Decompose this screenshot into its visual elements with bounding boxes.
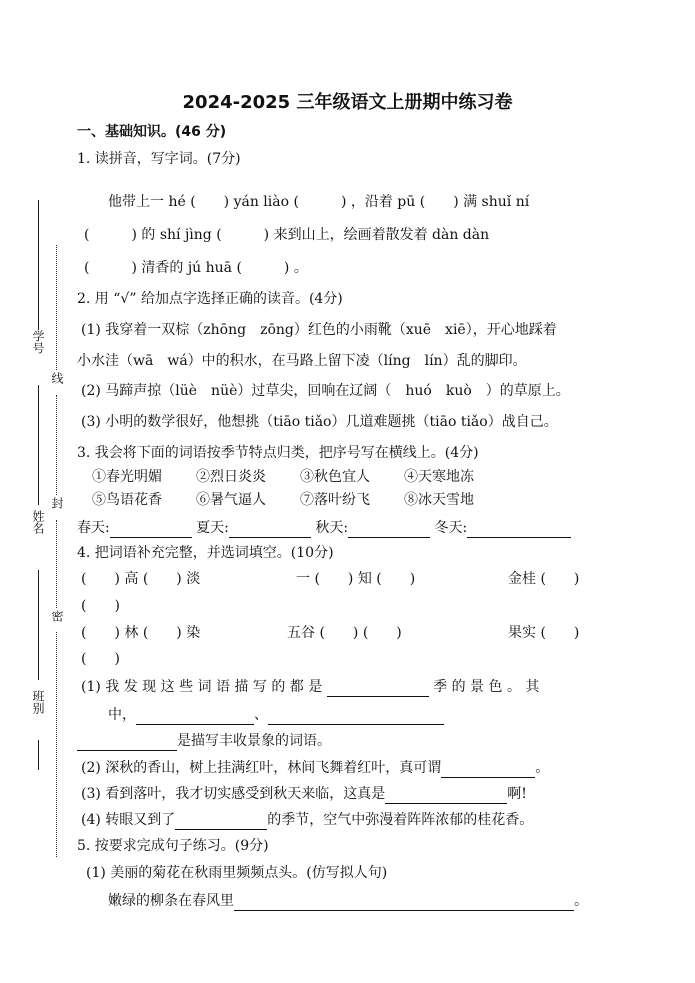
q4-s4-text: (4) 转眼又到了 bbox=[81, 812, 176, 828]
q4-s4-text: 的季节，空气中弥漫着阵阵浓郁的桂花香。 bbox=[267, 812, 534, 828]
season-label-winter: 冬天: bbox=[434, 520, 468, 536]
q4-s4-blank[interactable] bbox=[175, 815, 267, 830]
page-title: 2024-2025 三年级语文上册期中练习卷 bbox=[182, 92, 513, 113]
q4-sentence-4 bbox=[81, 810, 533, 830]
winter-blank[interactable] bbox=[467, 523, 571, 538]
q1-line: ( ) 清香的 jú huā ( ) 。 bbox=[84, 260, 308, 276]
student-id-label: 学号 bbox=[31, 330, 45, 354]
summer-blank[interactable] bbox=[229, 523, 311, 538]
idiom-fill: 金桂 ( ) bbox=[508, 571, 580, 587]
q4-s2-text: (2) 深秋的香山，树上挂满红叶，林间飞舞着红叶，真可谓 bbox=[81, 760, 442, 776]
seal-dense-label: 密 bbox=[50, 610, 64, 622]
word-option: ⑥暑气逼人 bbox=[196, 492, 266, 508]
q2-line: (2) 马蹄声掠（lüè nüè）过草尖，回响在辽阔（ huó kuò ）的草原上。 bbox=[81, 383, 570, 399]
q4-sentence-1 bbox=[81, 677, 539, 697]
idiom-fill: ( ) bbox=[81, 651, 120, 667]
q1-line: 他带上一 hé ( ) yán liào ( ) ，沿着 pū ( ) 满 shuǐ ní bbox=[108, 194, 530, 210]
season-label-summer: 夏天: bbox=[196, 520, 229, 536]
q4-s3-end: 啊! bbox=[507, 786, 527, 802]
q2-line: 小水洼（wā wá）中的积水，在马路上留下凌（líng lín）乱的脚印。 bbox=[77, 353, 527, 369]
season-label-autumn: 秋天: bbox=[315, 520, 349, 536]
q1-line: ( ) 的 shí jìng ( ) 来到山上，绘画着散发着 dàn dàn bbox=[84, 227, 490, 243]
q5-sentence-1: (1) 美丽的菊花在秋雨里频频点头。(仿写拟人句) bbox=[86, 865, 388, 881]
q2-line: (3) 小明的数学很好，他想挑（tiāo tiǎo）几道难题挑（tiāo tiǎo）战自己。 bbox=[81, 414, 558, 430]
idiom-fill: ( ) 林 ( ) 染 bbox=[81, 625, 201, 641]
q4-s1-text: 是描写丰收景象的词语。 bbox=[177, 733, 331, 749]
q4-sentence-1-end bbox=[77, 731, 331, 751]
q4-s1-blank[interactable] bbox=[136, 710, 254, 725]
idiom-fill: ( ) bbox=[81, 598, 120, 614]
q4-s3-blank[interactable] bbox=[385, 789, 507, 804]
season-label-spring: 春天: bbox=[77, 520, 110, 536]
idiom-fill: ( ) 高 ( ) 淡 bbox=[81, 571, 201, 587]
q4-sentence-1-cont bbox=[108, 705, 444, 725]
season-row bbox=[77, 518, 571, 538]
q4-s1-text-end: 季 的 景 色 。 其 bbox=[433, 679, 540, 695]
q4-sentence-3 bbox=[81, 784, 527, 804]
word-option: ⑤鸟语花香 bbox=[92, 492, 162, 508]
idiom-fill: 一 ( ) 知 ( ) bbox=[296, 571, 416, 587]
q4-s1-blank[interactable] bbox=[77, 736, 177, 751]
q4-s2-blank[interactable] bbox=[441, 763, 535, 778]
autumn-blank[interactable] bbox=[348, 523, 430, 538]
q5-s1-prompt: 嫩绿的柳条在春风里 bbox=[108, 893, 234, 909]
spring-blank[interactable] bbox=[110, 523, 192, 538]
q1-heading: 1. 读拼音，写字词。(7分) bbox=[77, 151, 241, 167]
word-option: ③秋色宜人 bbox=[300, 469, 370, 485]
q5-s1-blank[interactable] bbox=[234, 896, 574, 911]
q4-s3-text: (3) 看到落叶，我才切实感受到秋天来临，这真是 bbox=[81, 786, 386, 802]
seal-line-label: 线 bbox=[50, 372, 64, 384]
class-label: 班别 bbox=[31, 690, 45, 714]
word-option: ②烈日炎炎 bbox=[196, 469, 266, 485]
q2-heading: 2. 用 “√” 给加点字选择正确的读音。(4分) bbox=[77, 291, 343, 307]
q5-answer-1 bbox=[108, 891, 588, 911]
q4-s1-text: (1) 我 发 现 这 些 词 语 描 写 的 都 是 bbox=[81, 679, 323, 695]
q3-heading: 3. 我会将下面的词语按季节特点归类，把序号写在横线上。(4分) bbox=[77, 445, 479, 461]
q5-s1-end: 。 bbox=[574, 893, 588, 909]
word-option: ⑦落叶纷飞 bbox=[300, 492, 370, 508]
q4-heading: 4. 把词语补充完整，并选词填空。(10分) bbox=[77, 545, 334, 561]
q4-sentence-2 bbox=[81, 758, 549, 778]
name-label: 姓名 bbox=[31, 510, 45, 534]
word-option: ⑧冰天雪地 bbox=[404, 492, 474, 508]
q4-s1-sep: 、 bbox=[254, 707, 268, 723]
section-heading: 一、基础知识。(46 分) bbox=[77, 124, 227, 140]
q4-s2-end: 。 bbox=[535, 760, 550, 776]
idiom-fill: 果实 ( ) bbox=[508, 625, 580, 641]
idiom-fill: 五谷 ( ) ( ) bbox=[287, 625, 402, 641]
seal-seal-label: 封 bbox=[50, 497, 64, 509]
word-option: ④天寒地冻 bbox=[404, 469, 474, 485]
q4-s1-blank[interactable] bbox=[327, 682, 429, 697]
word-option: ①春光明媚 bbox=[92, 469, 162, 485]
q4-s1-blank[interactable] bbox=[268, 710, 444, 725]
q5-heading: 5. 按要求完成句子练习。(9分) bbox=[77, 838, 269, 854]
q4-s1-text: 中， bbox=[108, 707, 136, 723]
q2-line: (1) 我穿着一双棕（zhōng zōng）红色的小雨靴（xuē xiē），开心地踩着 bbox=[81, 322, 557, 338]
